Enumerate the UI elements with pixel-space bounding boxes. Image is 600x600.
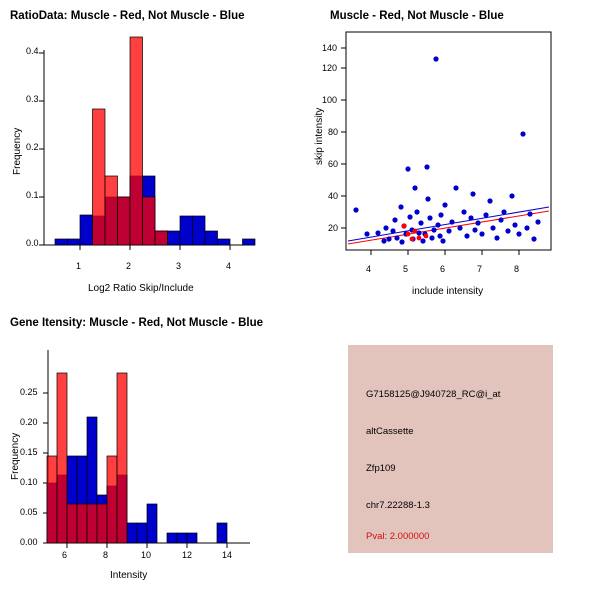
gene-name-text: Zfp109 — [366, 463, 396, 474]
y-tick-ratio-2: 0.2 — [26, 142, 39, 152]
panel-scatter — [300, 0, 600, 300]
y-tick-intensity-2: 0.10 — [20, 477, 38, 487]
gene-intensity-title: Gene Itensity: Muscle - Red, Not Muscle - Blue — [10, 317, 264, 329]
y-tick-intensity-1: 0.05 — [20, 507, 38, 517]
x-tick-intensity-1: 8 — [103, 550, 109, 560]
y-axis-label-ratio: Frequency — [12, 127, 23, 175]
x-tick-intensity-0: 6 — [62, 550, 68, 560]
x-axis-label-intensity: Intensity — [110, 570, 148, 581]
y-tick-intensity-0: 0.00 — [20, 537, 38, 547]
gene-info-box — [348, 345, 553, 553]
panel-gene-intensity-histogram — [0, 300, 300, 600]
y-tick-scatter-6: 140 — [322, 43, 338, 53]
gene-intensity-plot — [0, 300, 300, 600]
x-tick-ratio-1: 2 — [126, 261, 132, 271]
y-tick-intensity-5: 0.25 — [20, 387, 38, 397]
y-tick-scatter-0: 20 — [328, 223, 339, 233]
x-tick-scatter-3: 7 — [477, 264, 483, 274]
y-axis-label-intensity: Frequency — [10, 432, 21, 480]
x-axis-label-scatter: include intensity — [412, 286, 484, 297]
y-axis-label-scatter: skip intensity — [314, 107, 325, 165]
probe-id-text: G7158125@J940728_RC@i_at — [366, 389, 501, 400]
pval-text: Pval: 2.000000 — [366, 531, 430, 542]
x-tick-scatter-0: 4 — [366, 264, 372, 274]
panel-ratio-histogram — [0, 0, 300, 300]
locus-text: chr7.22288-1.3 — [366, 500, 430, 511]
y-tick-intensity-4: 0.20 — [20, 417, 38, 427]
y-tick-scatter-1: 40 — [328, 191, 339, 201]
page-title: RatioData: Muscle - Red, Not Muscle - Blue — [10, 10, 245, 22]
y-tick-ratio-1: 0.1 — [26, 190, 39, 200]
scatter-plot — [300, 0, 600, 300]
y-tick-intensity-3: 0.15 — [20, 447, 38, 457]
x-tick-intensity-2: 10 — [141, 550, 152, 560]
x-tick-ratio-0: 1 — [76, 261, 82, 271]
y-tick-scatter-5: 120 — [322, 63, 338, 73]
scatter-title: Muscle - Red, Not Muscle - Blue — [330, 10, 504, 22]
x-tick-scatter-2: 6 — [440, 264, 446, 274]
event-type-text: altCassette — [366, 426, 414, 437]
x-tick-scatter-1: 5 — [403, 264, 409, 274]
x-tick-ratio-2: 3 — [176, 261, 182, 271]
y-tick-scatter-3: 80 — [328, 127, 339, 137]
y-tick-ratio-4: 0.4 — [26, 46, 39, 56]
y-tick-scatter-2: 60 — [328, 159, 339, 169]
x-tick-scatter-4: 8 — [514, 264, 520, 274]
x-tick-intensity-3: 12 — [182, 550, 193, 560]
y-tick-ratio-0: 0.0 — [26, 238, 39, 248]
y-tick-ratio-3: 0.3 — [26, 94, 39, 104]
y-tick-scatter-4: 100 — [322, 95, 338, 105]
x-tick-ratio-3: 4 — [226, 261, 232, 271]
ratio-histogram-plot — [0, 0, 300, 300]
x-tick-intensity-4: 14 — [222, 550, 233, 560]
x-axis-label-ratio: Log2 Ratio Skip/Include — [88, 283, 194, 294]
